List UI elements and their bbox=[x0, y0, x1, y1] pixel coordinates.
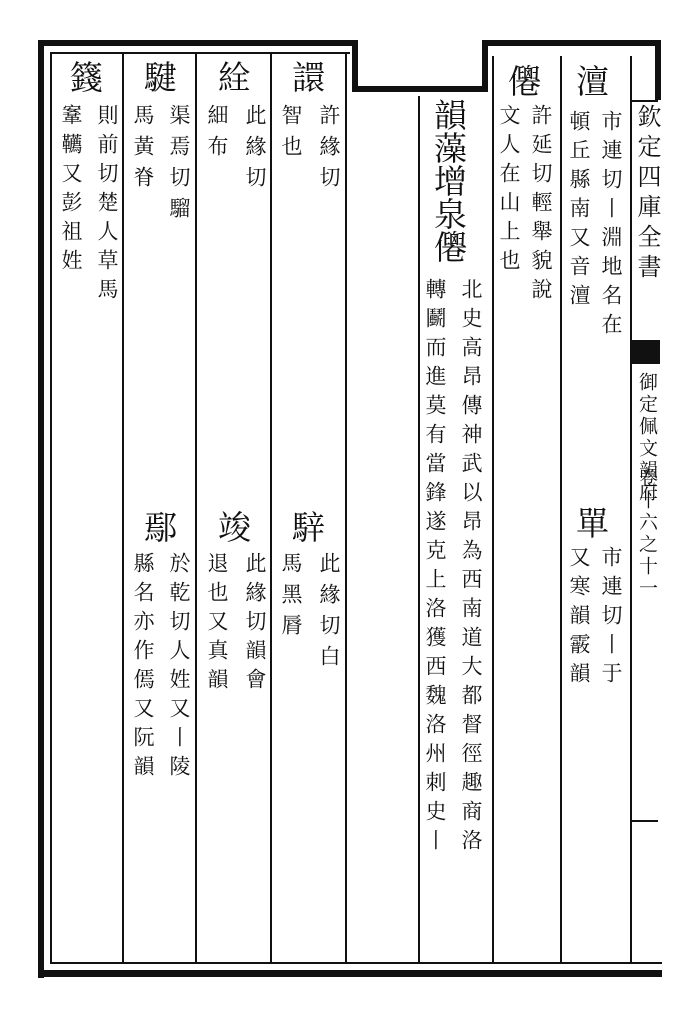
entry-gloss: 此緣切 bbox=[243, 104, 267, 197]
entry-gloss: 市連切丨于 bbox=[599, 546, 623, 691]
entry-gloss: 細布 bbox=[205, 104, 229, 166]
frame-top-right bbox=[482, 40, 657, 46]
entry-head: 籛 bbox=[65, 60, 104, 95]
entry-gloss: 轉鬬而進莫有當鋒遂克上洛獲西魏洛州刺史丨 bbox=[423, 278, 447, 858]
frame-top-middle bbox=[352, 86, 486, 92]
column-divider bbox=[560, 56, 562, 962]
entry-gloss: 此緣切韻會 bbox=[243, 552, 267, 697]
entry-gloss: 鞌韉又彭祖姓 bbox=[59, 104, 83, 278]
frame-right-edge bbox=[655, 40, 661, 100]
entry-head: 單 bbox=[571, 506, 610, 541]
margin-block bbox=[632, 340, 660, 364]
frame-bottom bbox=[38, 970, 662, 977]
frame-inner-top bbox=[50, 52, 350, 54]
entry-gloss: 文人在山上也 bbox=[497, 104, 521, 278]
column-divider bbox=[418, 96, 420, 962]
volume-label: 卷十六之十一 bbox=[636, 468, 658, 600]
margin-rule bbox=[632, 100, 658, 102]
entry-head: 絟 bbox=[213, 60, 252, 95]
entry-gloss: 馬黑脣 bbox=[279, 552, 303, 645]
entry-head: 澶 bbox=[571, 64, 610, 99]
entry-head: 鄢 bbox=[139, 510, 178, 545]
column-divider bbox=[195, 54, 197, 962]
column-divider bbox=[122, 54, 124, 962]
entry-gloss: 渠焉切騮 bbox=[167, 104, 191, 228]
book-title: 御定佩文韻府 bbox=[636, 372, 658, 504]
entry-head: 㒨 bbox=[503, 64, 542, 99]
entry-gloss: 於乾切人姓又丨陵 bbox=[167, 552, 191, 784]
column-divider bbox=[345, 54, 347, 962]
section-heading: 韻藻增泉㒨 bbox=[429, 98, 468, 263]
entry-gloss: 智也 bbox=[279, 104, 303, 166]
entry-gloss: 許緣切 bbox=[317, 104, 341, 197]
entry-head: 騂 bbox=[287, 510, 326, 545]
frame-right-outer bbox=[630, 56, 632, 962]
frame-inner-left bbox=[50, 52, 52, 964]
frame-step-vertical-2 bbox=[482, 40, 488, 92]
frame-inner-bottom bbox=[50, 962, 662, 964]
frame-top-left bbox=[38, 40, 356, 46]
entry-gloss: 市連切丨淵地名在 bbox=[599, 110, 623, 342]
column-divider bbox=[270, 54, 272, 962]
margin-rule bbox=[632, 820, 658, 822]
entry-gloss: 又寒韻霰韻 bbox=[567, 546, 591, 691]
entry-gloss: 許延切輕舉貌說 bbox=[529, 104, 553, 307]
series-title: 欽定四庫全書 bbox=[633, 104, 661, 284]
entry-gloss: 頓丘縣南又音澶 bbox=[567, 110, 591, 313]
entry-head: 騝 bbox=[139, 60, 178, 95]
entry-head: 譞 bbox=[287, 60, 326, 95]
frame-step-vertical bbox=[352, 40, 358, 92]
entry-gloss: 縣名亦作傿又阮韻 bbox=[131, 552, 155, 784]
entry-gloss: 北史高昂傳神武以昂為西南道大都督徑趣商洛 bbox=[459, 278, 483, 858]
entry-gloss: 則前切楚人草馬 bbox=[95, 104, 119, 307]
entry-gloss: 馬黃脊 bbox=[131, 104, 155, 197]
entry-gloss: 此緣切白 bbox=[317, 552, 341, 676]
entry-gloss: 退也又真韻 bbox=[205, 552, 229, 697]
column-divider bbox=[492, 56, 494, 962]
frame-left bbox=[38, 40, 44, 978]
entry-head: 竣 bbox=[213, 510, 252, 545]
